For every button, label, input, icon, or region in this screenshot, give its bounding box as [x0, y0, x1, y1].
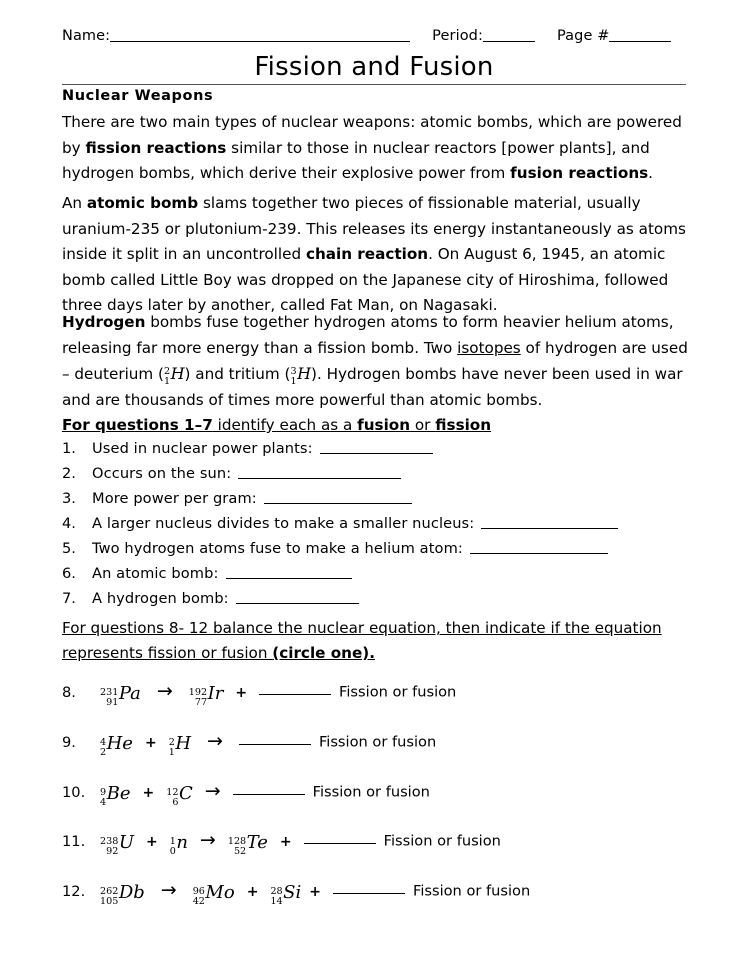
question-2-answer-blank[interactable]	[238, 478, 401, 479]
p3-text-3: ) and tritium (	[184, 365, 291, 383]
be-9-atomic-number: 4	[100, 797, 107, 809]
question-item-4	[62, 515, 618, 532]
mo-96-mass-number: 96	[192, 886, 205, 898]
db-262-symbol: Db	[118, 882, 145, 904]
question-4-answer-blank[interactable]	[481, 528, 618, 529]
instructions-questions-8-12	[62, 616, 688, 666]
p2-bold-chain-reaction: chain reaction	[305, 245, 429, 263]
p1-text-1: There are two main types of nuclear weapons: atomic bombs, which are powered by	[62, 113, 682, 157]
nuclide-u-238	[100, 832, 134, 858]
equation-item-12	[62, 879, 530, 906]
p2-text-1: An	[62, 194, 87, 212]
nuclide-c-12	[166, 783, 193, 809]
instr2-text-1: For questions 8- 12 balance the nuclear equation, then indicate if the equation represents fission or fusion	[62, 619, 662, 662]
equation-8-answer-blank[interactable]	[259, 694, 331, 695]
n-1-symbol: n	[176, 832, 188, 854]
tritium-atomic-number: 1	[290, 376, 297, 388]
equation-9-choice-label[interactable]: Fission or fusion	[318, 733, 437, 751]
equation-10-number: 10.	[62, 783, 86, 801]
plus-operator-icon: +	[145, 833, 158, 850]
u-238-mass-number: 238	[100, 836, 119, 848]
p3-underline-isotopes: isotopes	[457, 338, 521, 357]
question-6-number: 6.	[62, 565, 76, 582]
title-divider	[62, 84, 686, 85]
p1-text-2: similar to those in nuclear reactors [power plants], and hydrogen bombs, which derive their explosive power from	[62, 138, 650, 182]
period-label: Period:	[432, 28, 483, 44]
h-2-symbol: H	[175, 733, 192, 755]
question-2-text: Occurs on the sun:	[92, 465, 232, 482]
plus-operator-icon: +	[142, 784, 155, 801]
nuclide-db-262	[100, 882, 145, 908]
instr2-bold-circle-one: (circle one).	[272, 644, 375, 662]
deuterium-symbol: H	[170, 364, 185, 383]
instructions-questions-1-7	[62, 413, 688, 438]
te-128-mass-number: 128	[227, 836, 247, 848]
equation-8-number: 8.	[62, 683, 76, 701]
ir-192-symbol: Ir	[207, 683, 224, 705]
p3-text-1: bombs fuse together hydrogen atoms to form heavier helium atoms, releasing far more energy than a fission bomb. Two	[62, 313, 674, 357]
equation-11-answer-blank[interactable]	[304, 843, 376, 844]
instr1-bold-range: For questions 1–7	[62, 416, 213, 434]
page-number-label: Page #	[556, 28, 610, 44]
question-7-answer-blank[interactable]	[236, 603, 359, 604]
equation-8-choice-label[interactable]: Fission or fusion	[339, 683, 457, 701]
instr1-bold-fission: fission	[435, 416, 492, 434]
reaction-arrow-icon: →	[160, 879, 177, 901]
page-number-input-blank[interactable]	[609, 41, 671, 42]
question-5-answer-blank[interactable]	[470, 553, 608, 554]
nuclide-n-1	[169, 832, 188, 858]
te-128-atomic-number: 52	[233, 846, 247, 858]
p2-bold-atomic-bomb: atomic bomb	[86, 194, 199, 212]
nuclide-ir-192	[188, 683, 224, 709]
nuclide-h-2	[168, 733, 192, 759]
name-input-blank[interactable]	[110, 41, 410, 42]
isotope-deuterium	[163, 364, 185, 388]
question-item-5	[62, 540, 608, 557]
plus-operator-icon: +	[144, 734, 157, 751]
n-1-atomic-number: 0	[169, 846, 176, 858]
be-9-symbol: Be	[106, 783, 131, 805]
n-1-mass-number: 1	[169, 836, 176, 848]
paragraph-atomic-bomb	[62, 191, 688, 319]
question-4-text: A larger nucleus divides to make a smaller nucleus:	[92, 515, 475, 532]
equation-item-10	[62, 780, 430, 807]
db-262-atomic-number: 105	[100, 896, 119, 908]
question-3-text: More power per gram:	[92, 490, 257, 507]
he-4-symbol: He	[106, 733, 133, 755]
question-1-text: Used in nuclear power plants:	[92, 440, 313, 457]
ir-192-atomic-number: 77	[194, 697, 208, 709]
paragraph-hydrogen-bomb	[62, 310, 688, 413]
question-6-text: An atomic bomb:	[92, 565, 219, 582]
equation-11-choice-label[interactable]: Fission or fusion	[383, 832, 501, 850]
instr1-text-2: or	[410, 416, 436, 434]
instr1-bold-fusion: fusion	[357, 416, 411, 434]
plus-operator-icon: +	[246, 883, 259, 900]
plus-operator-icon: +	[309, 883, 321, 900]
question-item-6	[62, 565, 352, 582]
period-input-blank[interactable]	[483, 41, 535, 42]
tritium-symbol: H	[297, 364, 312, 383]
he-4-atomic-number: 2	[100, 747, 107, 759]
question-3-answer-blank[interactable]	[264, 503, 412, 504]
he-4-mass-number: 4	[100, 737, 107, 749]
question-item-1	[62, 440, 433, 457]
equation-10-choice-label[interactable]: Fission or fusion	[312, 783, 430, 801]
question-7-text: A hydrogen bomb:	[92, 590, 229, 607]
p1-bold-fission-reactions: fission reactions	[85, 138, 227, 157]
p2-text-2: slams together two pieces of fissionable material, usually uranium-235 or plutonium-239. This releases its energy instantaneously as atoms inside it split in an uncontrolled	[62, 194, 686, 263]
question-2-number: 2.	[62, 465, 76, 482]
equation-item-9	[62, 730, 436, 757]
ir-192-mass-number: 192	[188, 687, 208, 699]
si-28-atomic-number: 14	[270, 896, 283, 908]
be-9-mass-number: 9	[100, 787, 107, 799]
c-12-mass-number: 12	[166, 787, 179, 799]
tritium-mass-number: 3	[290, 366, 297, 378]
name-label: Name:	[62, 28, 111, 44]
equation-item-11	[62, 829, 501, 856]
h-2-mass-number: 2	[168, 737, 175, 749]
question-1-answer-blank[interactable]	[320, 453, 433, 454]
question-1-number: 1.	[62, 440, 76, 457]
p3-text-4: ). Hydrogen bombs have never been used in war and are thousands of times more powerful than atomic bombs.	[62, 365, 683, 409]
question-item-3	[62, 490, 412, 507]
p3-bold-hydrogen: Hydrogen	[62, 313, 146, 331]
c-12-atomic-number: 6	[172, 797, 179, 809]
equation-12-answer-blank[interactable]	[333, 893, 405, 894]
plus-operator-icon: +	[235, 684, 248, 701]
nuclide-pa-231	[100, 683, 141, 709]
plus-operator-icon: +	[279, 833, 292, 850]
equation-item-8	[62, 680, 456, 707]
c-12-symbol: C	[178, 783, 193, 805]
mo-96-symbol: Mo	[205, 882, 235, 904]
h-2-atomic-number: 1	[168, 747, 175, 759]
question-4-number: 4.	[62, 515, 76, 532]
pa-231-symbol: Pa	[118, 683, 141, 705]
equation-9-answer-blank[interactable]	[239, 744, 311, 745]
deuterium-mass-number: 2	[163, 366, 171, 378]
equation-12-choice-label[interactable]: Fission or fusion	[412, 882, 531, 900]
question-7-number: 7.	[62, 590, 76, 607]
p1-bold-fusion-reactions: fusion reactions	[510, 164, 649, 182]
mo-96-atomic-number: 42	[192, 896, 205, 908]
equation-12-number: 12.	[62, 882, 86, 900]
reaction-arrow-icon: →	[156, 680, 173, 702]
reaction-arrow-icon: →	[204, 780, 221, 802]
page-title: Fission and Fusion	[254, 52, 494, 82]
nuclide-si-28	[270, 882, 302, 908]
u-238-atomic-number: 92	[106, 846, 119, 858]
header-fields	[62, 28, 686, 44]
nuclide-be-9	[100, 783, 131, 809]
u-238-symbol: U	[118, 832, 134, 854]
equation-11-number: 11.	[62, 832, 86, 850]
equation-10-answer-blank[interactable]	[233, 794, 305, 795]
reaction-arrow-icon: →	[199, 829, 216, 851]
question-6-answer-blank[interactable]	[226, 578, 352, 579]
nuclide-he-4	[100, 733, 133, 759]
p2-text-3: . On August 6, 1945, an atomic bomb called Little Boy was dropped on the Japanese city of Hiroshima, followed three days later by another, called Fat Man, on Nagasaki.	[62, 245, 669, 314]
pa-231-atomic-number: 91	[106, 697, 119, 709]
nuclide-mo-96	[192, 882, 235, 908]
deuterium-atomic-number: 1	[163, 376, 171, 388]
section-heading: Nuclear Weapons	[62, 88, 214, 104]
isotope-tritium	[290, 364, 312, 388]
si-28-mass-number: 28	[270, 886, 283, 898]
si-28-symbol: Si	[283, 882, 302, 904]
equation-9-number: 9.	[62, 733, 76, 751]
question-3-number: 3.	[62, 490, 76, 507]
question-5-number: 5.	[62, 540, 76, 557]
question-5-text: Two hydrogen atoms fuse to make a helium atom:	[92, 540, 463, 557]
question-item-2	[62, 465, 401, 482]
p3-text-2: of hydrogen are used – deuterium (	[62, 338, 688, 383]
p1-text-3: .	[648, 164, 653, 182]
db-262-mass-number: 262	[100, 886, 119, 898]
pa-231-mass-number: 231	[100, 687, 119, 699]
nuclide-te-128	[227, 832, 268, 858]
paragraph-nuclear-weapons-intro	[62, 110, 688, 187]
question-item-7	[62, 590, 359, 607]
te-128-symbol: Te	[246, 832, 268, 854]
reaction-arrow-icon: →	[207, 730, 223, 752]
instr1-text-1: identify each as a	[212, 416, 358, 434]
